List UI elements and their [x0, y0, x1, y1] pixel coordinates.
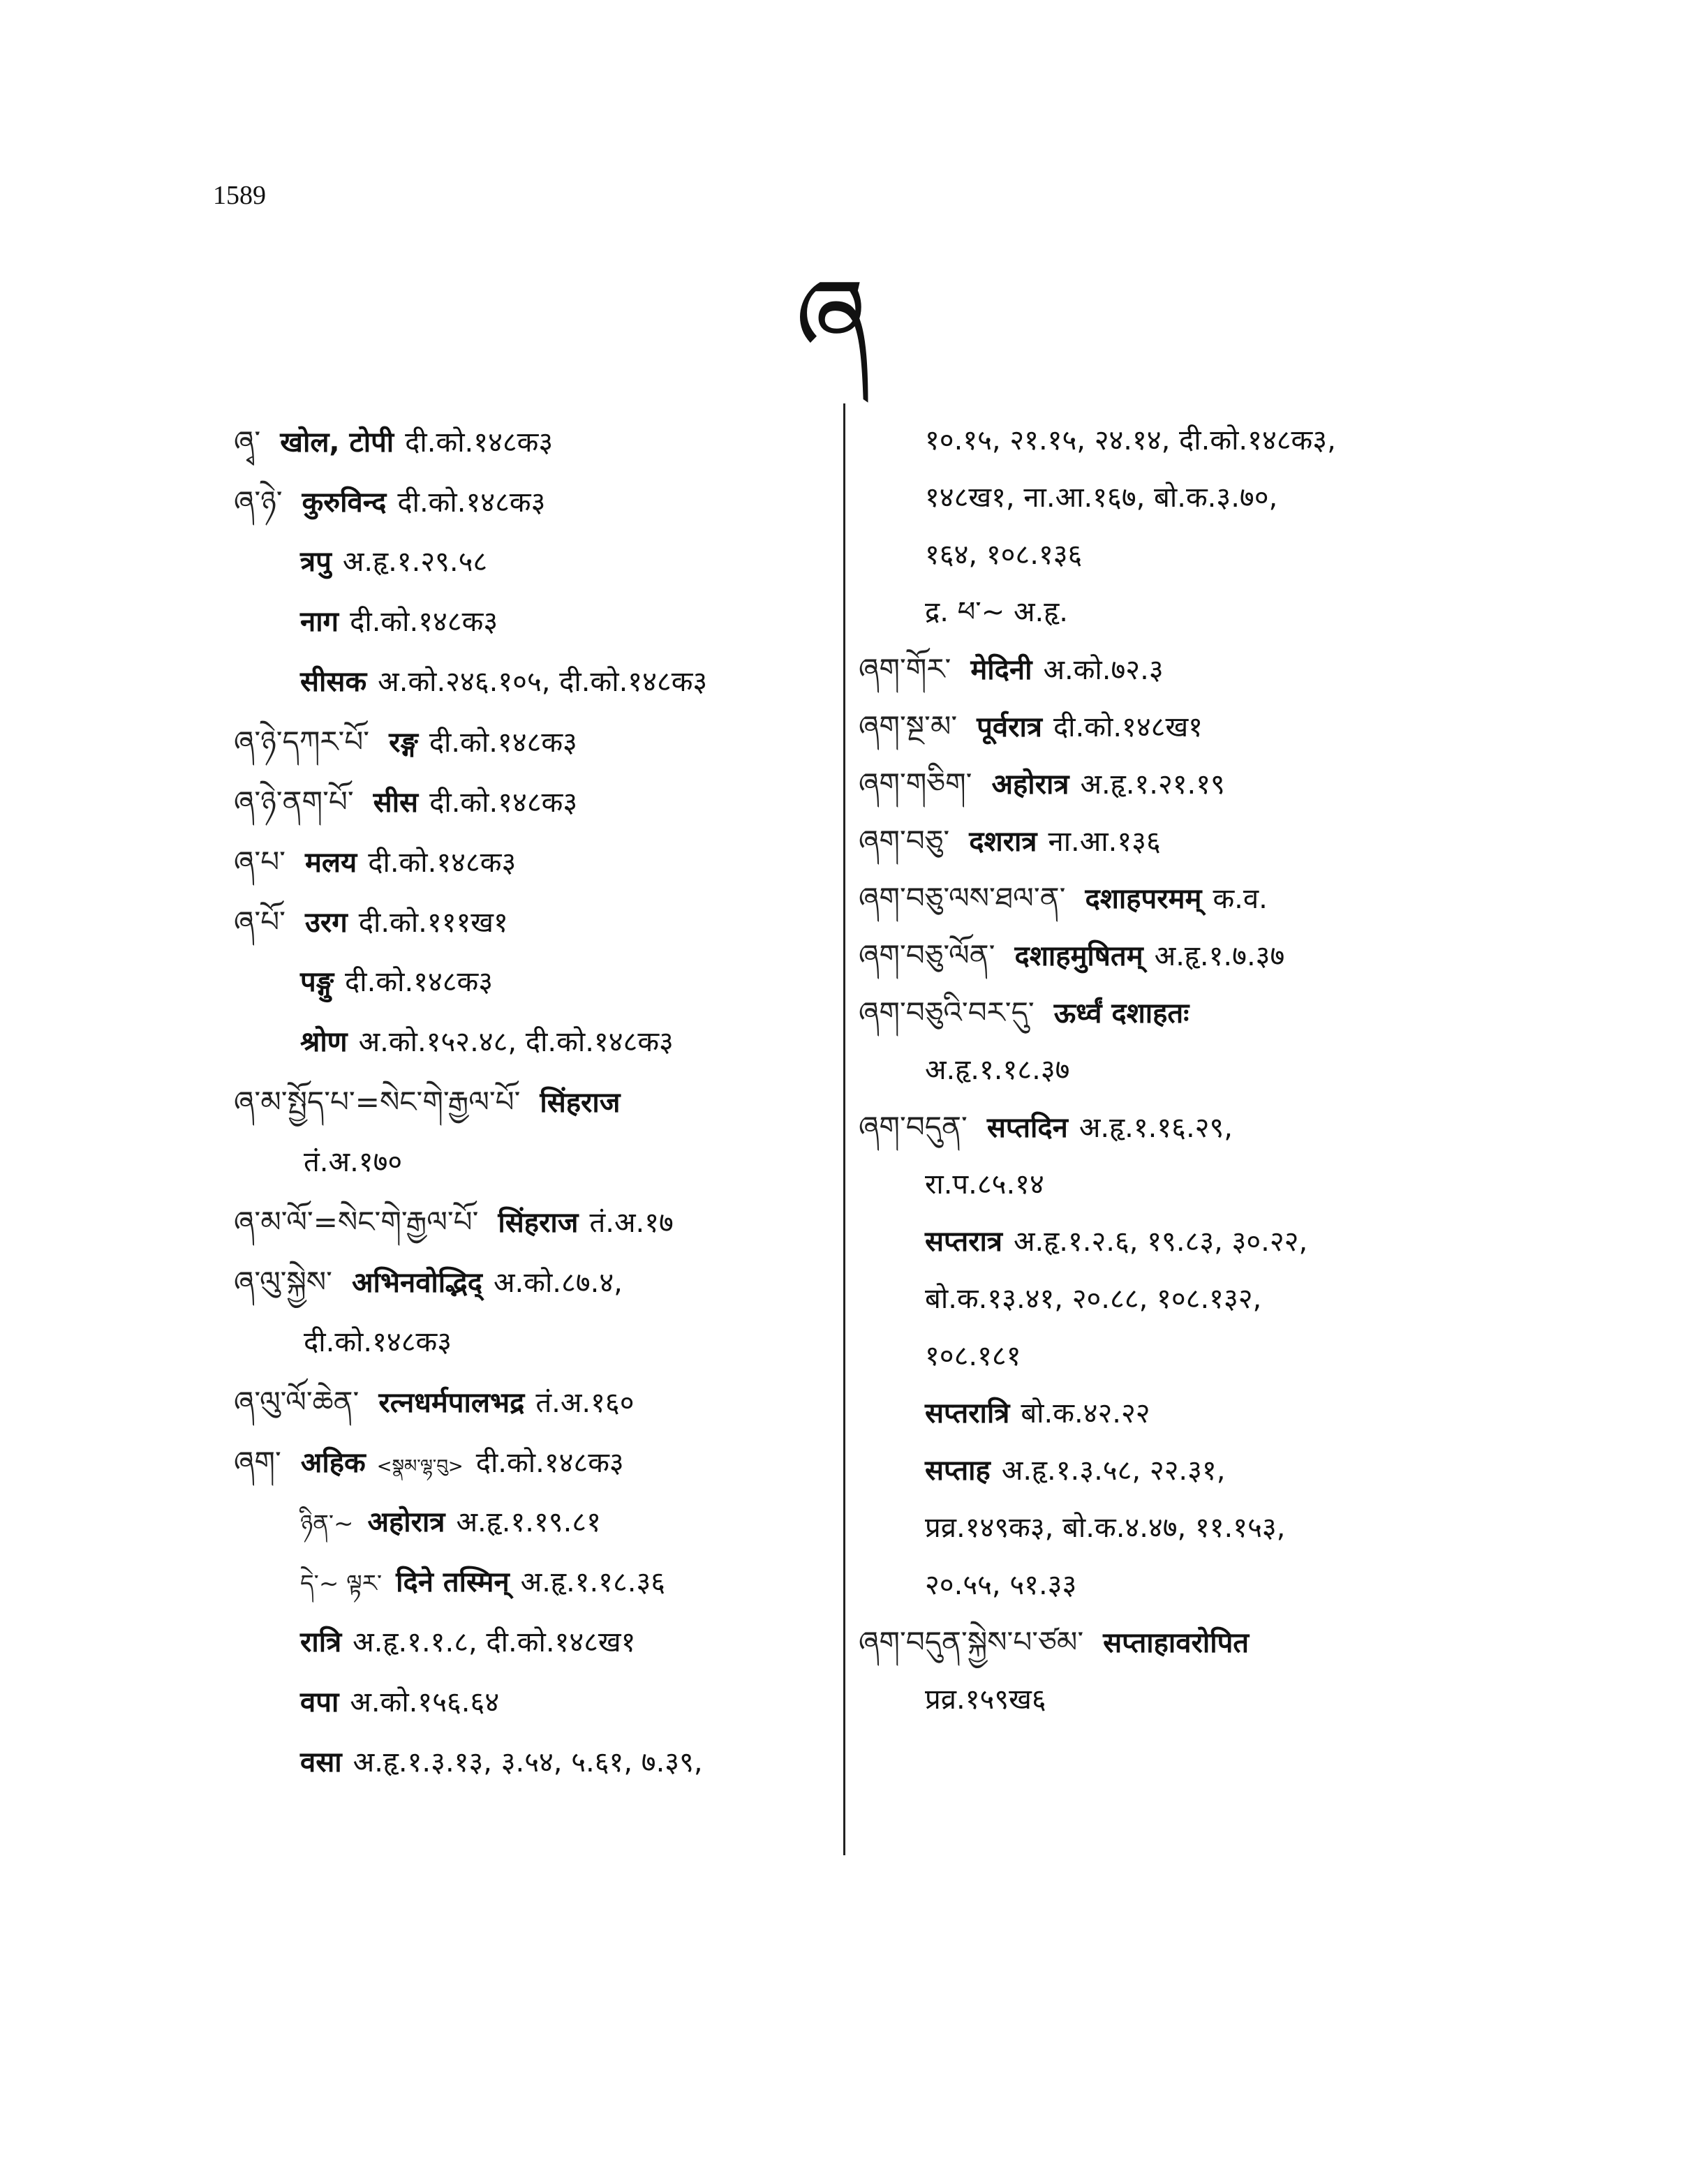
left-column: [234, 412, 841, 1792]
dictionary-entry-line: [234, 1612, 841, 1672]
dictionary-entry-line: [859, 1442, 1501, 1499]
dictionary-entry-line: [859, 984, 1501, 1041]
tibetan-term: ཞ་ཉེ་: [234, 484, 283, 519]
sanskrit-headword: सप्तदिन: [986, 1112, 1068, 1144]
source-reference: तं.अ.१७: [589, 1207, 674, 1239]
tibetan-term: ཉིན་~: [300, 1510, 354, 1538]
sanskrit-headword: सप्तरात्र: [925, 1226, 1002, 1258]
source-reference: अ.को.२४६.१०५, दी.को.१४८क३: [378, 666, 708, 698]
tibetan-term: ཞག་: [234, 1445, 281, 1479]
source-reference: दी.को.१११ख१: [358, 907, 508, 939]
dictionary-entry-line: [234, 1552, 841, 1612]
sanskrit-headword: नाग: [300, 606, 339, 638]
sanskrit-headword: मेदिनी: [970, 654, 1032, 686]
source-reference: अ.को.१५२.४८, दी.को.१४८क३: [358, 1026, 674, 1058]
dictionary-entry-line: [859, 584, 1501, 641]
tibetan-term: ཞག་གོར་: [859, 652, 951, 686]
dictionary-entry-line: [859, 469, 1501, 526]
source-reference: दी.को.१४८क३: [429, 787, 578, 819]
sanskrit-headword: रत्नधर्मपालभद्र: [378, 1387, 525, 1419]
tibetan-term: ཞག་སྔ་མ་: [859, 709, 958, 743]
dictionary-entry-line: [234, 472, 841, 532]
source-reference: क.व.: [1213, 883, 1268, 915]
source-reference: प्रव्र.१४९क३, बो.क.४.४७, ११.१५३,: [925, 1512, 1286, 1544]
source-reference: अ.हृ.१.३.५८, २२.३१,: [1001, 1455, 1226, 1487]
right-column: [859, 412, 1501, 1728]
dictionary-entry-line: [859, 698, 1501, 755]
sanskrit-headword: रात्रि: [300, 1626, 342, 1658]
tibetan-term: ཞ་པོ་: [234, 905, 286, 939]
sanskrit-headword: सिंहराज: [498, 1207, 579, 1239]
sanskrit-headword: वपा: [300, 1686, 339, 1718]
sanskrit-headword: अहिक: [300, 1447, 366, 1479]
source-reference: दी.को.१४८ख१: [1053, 711, 1203, 743]
dictionary-entry-line: [859, 1671, 1501, 1728]
dictionary-entry-line: [859, 870, 1501, 927]
dictionary-entry-line: [234, 1252, 841, 1312]
dictionary-entry-line: [859, 1213, 1501, 1270]
dictionary-entry-line: [859, 1385, 1501, 1442]
dictionary-entry-line: [234, 1072, 841, 1132]
source-reference: अ.हृ.१.२.६, १९.८३, ३०.२२,: [1013, 1226, 1308, 1258]
source-reference: अ.हृ.१.१८.३७: [925, 1054, 1070, 1086]
dictionary-entry-line: [859, 1270, 1501, 1328]
dictionary-entry-line: [859, 1099, 1501, 1156]
tibetan-term: ཞ་ལུ་ལོ་ཆེན་: [234, 1385, 360, 1419]
sanskrit-headword: दशरात्र: [969, 826, 1037, 858]
source-reference: प्रव्र.१५९ख६: [925, 1684, 1046, 1716]
tibetan-term: ཞག་བཅུ་ལོན་: [859, 938, 995, 972]
source-reference: बो.क.१३.४१, २०.८८, १०८.१३२,: [925, 1283, 1262, 1315]
column-divider: [843, 403, 845, 1855]
dictionary-entry-line: [234, 1732, 841, 1792]
source-reference: दी.को.१४८क३: [304, 1326, 452, 1358]
tibetan-term: ཞག་བཅུ་ལས་ཐལ་ན་: [859, 881, 1066, 915]
tibetan-term: ཞ་མ་ལོ་=སེང་གེ་རྒྱལ་པོ་: [234, 1205, 479, 1239]
sanskrit-headword: कुरुविन्द: [302, 486, 387, 519]
source-reference: तं.अ.१६०: [535, 1387, 635, 1419]
source-reference: १६४, १०८.१३६: [925, 539, 1083, 571]
source-reference: दी.को.१४८क३: [405, 426, 554, 459]
sanskrit-headword: दशाहपरमम्: [1085, 883, 1202, 915]
source-reference: १४८ख१, ना.आ.१६७, बो.क.३.७०,: [925, 482, 1278, 514]
source-reference: अ.हृ.१.१९.८१: [456, 1506, 601, 1538]
tibetan-term: ཞ་མ་སྤྱོད་པ་=སེང་གེ་རྒྱལ་པོ་: [234, 1085, 521, 1119]
sanskrit-headword: सीस: [373, 787, 419, 819]
sanskrit-headword: सप्ताहावरोपित: [1103, 1627, 1250, 1659]
tibetan-term: ཞ་ཉེ་ནག་པོ་: [234, 785, 354, 819]
sanskrit-headword: अहोरात्र: [367, 1506, 445, 1538]
sanskrit-headword: उरग: [304, 907, 348, 939]
dictionary-entry-line: [859, 927, 1501, 984]
sanskrit-headword: पूर्वरात्र: [977, 711, 1042, 743]
dictionary-entry-line: [234, 1492, 841, 1552]
dictionary-entry-line: [859, 412, 1501, 469]
source-reference: अ.को.८७.४,: [493, 1267, 623, 1299]
source-reference: ना.आ.१३६: [1048, 826, 1161, 858]
sanskrit-headword: दिने तस्मिन्: [396, 1566, 510, 1598]
tibetan-term: ཞ་ཉེ་དཀར་པོ་: [234, 725, 370, 759]
sanskrit-headword: पङ्गु: [300, 966, 334, 998]
source-reference: दी.को.१४८क३: [429, 727, 577, 759]
dictionary-entry-line: [234, 1012, 841, 1072]
section-heading-letter: ཞ: [796, 257, 870, 378]
source-reference: अ.हृ.१.२९.५८: [342, 546, 488, 578]
source-reference: दी.को.१४८क३: [397, 486, 546, 519]
dictionary-entry-line: [234, 1132, 841, 1192]
tibetan-term: ཞག་བཅུའི་བར་དུ་: [859, 995, 1035, 1030]
dictionary-entry-line: [234, 1672, 841, 1732]
dictionary-entry-line: [234, 952, 841, 1012]
dictionary-entry-line: [859, 641, 1501, 698]
dictionary-entry-line: [234, 832, 841, 892]
sanskrit-headword: सीसक: [300, 666, 367, 698]
source-reference: दी.को.१४८क३: [475, 1447, 624, 1479]
sanskrit-headword: सप्ताह: [925, 1455, 991, 1487]
source-reference: अ.हृ.१.७.३७: [1154, 940, 1285, 972]
tibetan-term: ཞག་གཅིག་: [859, 766, 972, 801]
tibetan-term: དེ་~ ལྟར་: [300, 1570, 383, 1598]
dictionary-entry-line: [234, 532, 841, 592]
source-reference: दी.को.१४८क३: [350, 606, 498, 638]
dictionary-entry-line: [859, 1041, 1501, 1099]
source-reference: अ.हृ.१.३.१३, ३.५४, ५.६१, ७.३९,: [353, 1746, 703, 1778]
tibetan-note: <སྣམ་ལྷ་བུ>: [376, 1456, 464, 1477]
dictionary-entry-line: [859, 1614, 1501, 1671]
dictionary-entry-line: [234, 1372, 841, 1432]
dictionary-entry-line: [234, 1432, 841, 1492]
tibetan-term: ཞག་བདུན་སྐྱེས་པ་ཙམ་: [859, 1625, 1084, 1659]
sanskrit-headword: सिंहराज: [540, 1087, 621, 1119]
source-reference: दी.को.१४८क३: [368, 847, 517, 879]
dictionary-entry-line: [234, 592, 841, 652]
source-reference: तं.अ.१७०: [304, 1146, 403, 1178]
dictionary-entry-line: [859, 1499, 1501, 1557]
source-reference: २०.५५, ५१.३३: [925, 1569, 1077, 1601]
sanskrit-headword: अभिनवोद्भिद्: [351, 1267, 482, 1299]
sanskrit-headword: मलय: [304, 847, 357, 879]
dictionary-entry-line: [859, 526, 1501, 584]
dictionary-entry-line: [234, 1192, 841, 1252]
sanskrit-headword: श्रोण: [300, 1026, 348, 1058]
source-reference: अ.हृ.१.१८.३६: [520, 1566, 666, 1598]
dictionary-entry-line: [859, 1557, 1501, 1614]
tibetan-term: ཞག་བདུན་: [859, 1110, 968, 1144]
source-reference: अ.हृ.१.२१.१९: [1080, 768, 1225, 801]
dictionary-entry-line: [859, 1156, 1501, 1213]
sanskrit-headword: त्रपु: [300, 546, 332, 578]
source-reference: १०.१५, २१.१५, २४.१४, दी.को.१४८क३,: [925, 424, 1336, 456]
source-reference: अ.हृ.१.१.८, दी.को.१४८ख१: [353, 1626, 636, 1658]
dictionary-entry-line: [859, 812, 1501, 870]
source-reference: रा.प.८५.१४: [925, 1168, 1044, 1201]
tibetan-term: ཞྭ་: [234, 424, 261, 459]
dictionary-entry-line: [234, 652, 841, 712]
source-reference: द्र. ཕ་~ अ.हृ.: [925, 596, 1068, 628]
sanskrit-headword: दशाहमुषितम्: [1014, 940, 1143, 972]
dictionary-entry-line: [234, 1312, 841, 1372]
dictionary-entry-line: [234, 412, 841, 472]
dictionary-entry-line: [234, 892, 841, 952]
tibetan-term: ཞ་ལུ་སྐྱེས་: [234, 1265, 332, 1299]
sanskrit-headword: रङ्ग: [389, 727, 418, 759]
dictionary-entry-line: [234, 712, 841, 772]
source-reference: दी.को.१४८क३: [345, 966, 494, 998]
dictionary-entry-line: [234, 772, 841, 832]
sanskrit-headword: सप्तरात्रि: [925, 1397, 1010, 1429]
source-reference: अ.हृ.१.१६.२९,: [1079, 1112, 1233, 1144]
tibetan-term: ཞག་བཅུ་: [859, 824, 950, 858]
tibetan-term: ཞ་པ་: [234, 845, 286, 879]
source-reference: अ.को.१५६.६४: [350, 1686, 500, 1718]
sanskrit-headword: वसा: [300, 1746, 342, 1778]
source-reference: बो.क.४२.२२: [1021, 1397, 1150, 1429]
sanskrit-headword: अहोरात्र: [991, 768, 1069, 801]
page-number: 1589: [213, 181, 266, 210]
sanskrit-headword: ऊर्ध्वं दशाहतः: [1053, 997, 1189, 1030]
source-reference: १०८.१८१: [925, 1340, 1021, 1372]
sanskrit-headword: खोल, टोपी: [280, 426, 394, 459]
dictionary-entry-line: [859, 1328, 1501, 1385]
dictionary-entry-line: [859, 755, 1501, 812]
source-reference: अ.को.७२.३: [1043, 654, 1164, 686]
